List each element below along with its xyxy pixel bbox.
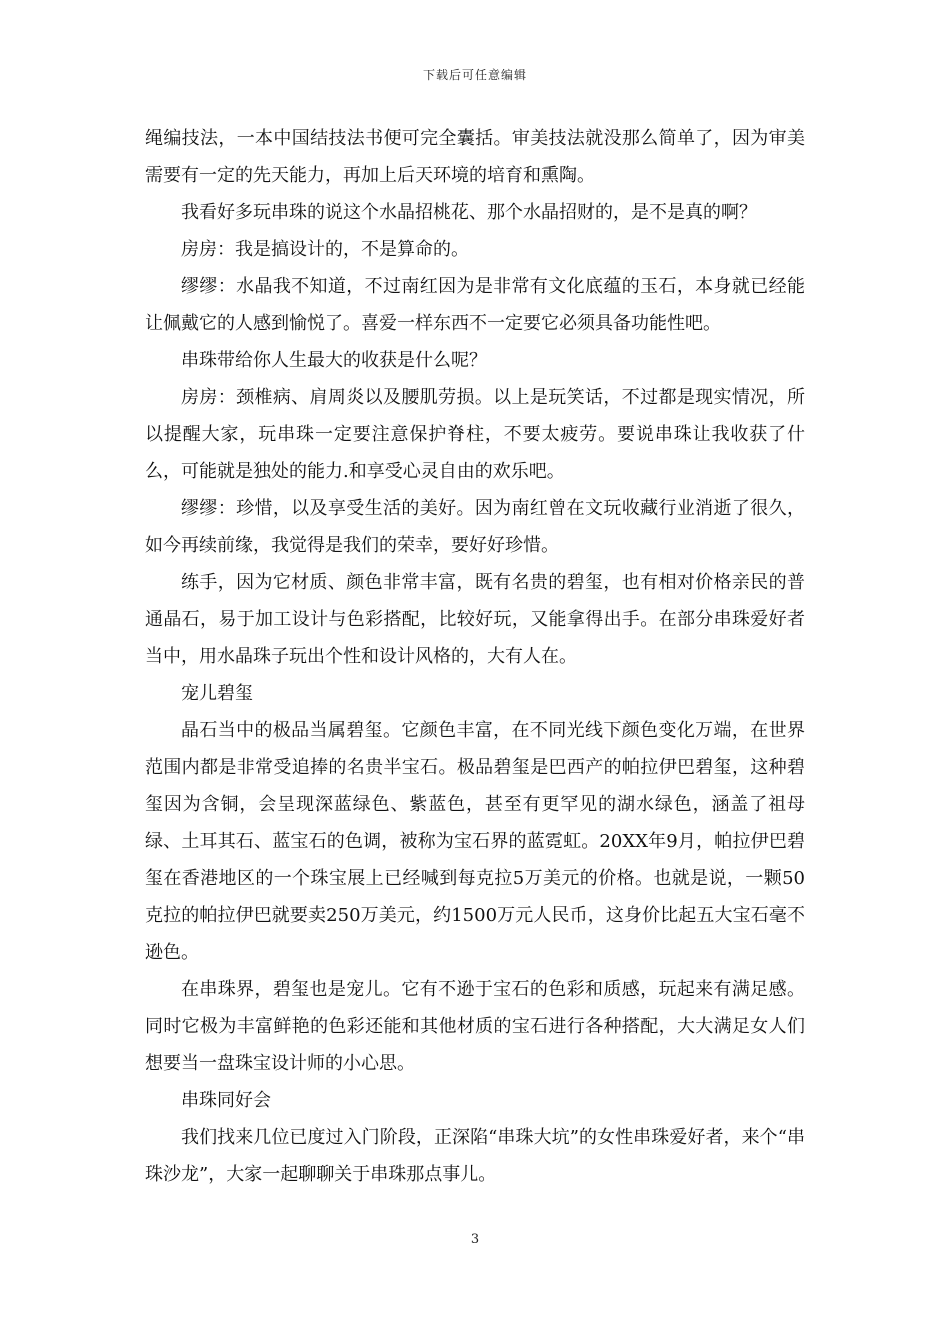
paragraph: 串珠带给你人生最大的收获是什么呢？: [181, 350, 487, 371]
paragraph: 练手，因为它材质、颜色非常丰富，既有名贵的碧玺，也有相对价格亲民的普通晶石，易于加工设计与色彩搭配，比较好玩，又能拿得出手。在部分串珠爱好者当中，用水晶珠子玩出个性和设计风格的，大有人在。: [145, 572, 805, 667]
body-text: [145, 120, 805, 1193]
section-heading: 串珠同好会: [181, 1090, 271, 1111]
paragraph: 我看好多玩串珠的说这个水晶招桃花、那个水晶招财的，是不是真的啊？: [181, 202, 757, 223]
paragraph: 绳编技法，一本中国结技法书便可完全囊括。审美技法就没那么简单了，因为审美需要有一定的先天能力，再加上后天环境的培育和熏陶。: [145, 128, 805, 186]
page-number: 3: [470, 1232, 480, 1247]
paragraph: 在串珠界，碧玺也是宠儿。它有不逊于宝石的色彩和质感，玩起来有满足感。同时它极为丰富鲜艳的色彩还能和其他材质的宝石进行各种搭配，大大满足女人们想要当一盘珠宝设计师的小心思。: [145, 979, 805, 1074]
page-header: 下载后可任意编辑: [422, 68, 527, 82]
paragraph: 我们找来几位已度过入门阶段，正深陷“串珠大坑”的女性串珠爱好者，来个“串珠沙龙”，大家一起聊聊关于串珠那点事儿。: [145, 1127, 805, 1185]
paragraph: 缪缪：珍惜，以及享受生活的美好。因为南红曾在文玩收藏行业消逝了很久，如今再续前缘，我觉得是我们的荣幸，要好好珍惜。: [145, 498, 805, 556]
section-heading: 宠儿碧玺: [181, 683, 253, 704]
paragraph: 晶石当中的极品当属碧玺。它颜色丰富，在不同光线下颜色变化万端，在世界范围内都是非常受追捧的名贵半宝石。极品碧玺是巴西产的帕拉伊巴碧玺，这种碧玺因为含铜，会呈现深蓝绿色、紫蓝色，甚至有更罕见的湖水绿色，涵盖了祖母绿、土耳其石、蓝宝石的色调，被称为宝石界的蓝霓虹。20XX年9月，帕拉伊巴碧玺在香港地区的一个珠宝展上已经喊到每克拉5万美元的价格。也就是说，一颗50克拉的帕拉伊巴就要卖250万美元，约1500万元人民币，这身价比起五大宝石毫不逊色。: [145, 720, 805, 963]
paragraph: 房房：我是搞设计的，不是算命的。: [181, 239, 469, 260]
paragraph: 缪缪：水晶我不知道，不过南红因为是非常有文化底蕴的玉石，本身就已经能让佩戴它的人感到愉悦了。喜爱一样东西不一定要它必须具备功能性吧。: [145, 276, 805, 334]
paragraph: 房房：颈椎病、肩周炎以及腰肌劳损。以上是玩笑话，不过都是现实情况，所以提醒大家，玩串珠一定要注意保护脊柱，不要太疲劳。要说串珠让我收获了什么，可能就是独处的能力.和享受心灵自由的欢乐吧。: [145, 387, 805, 482]
